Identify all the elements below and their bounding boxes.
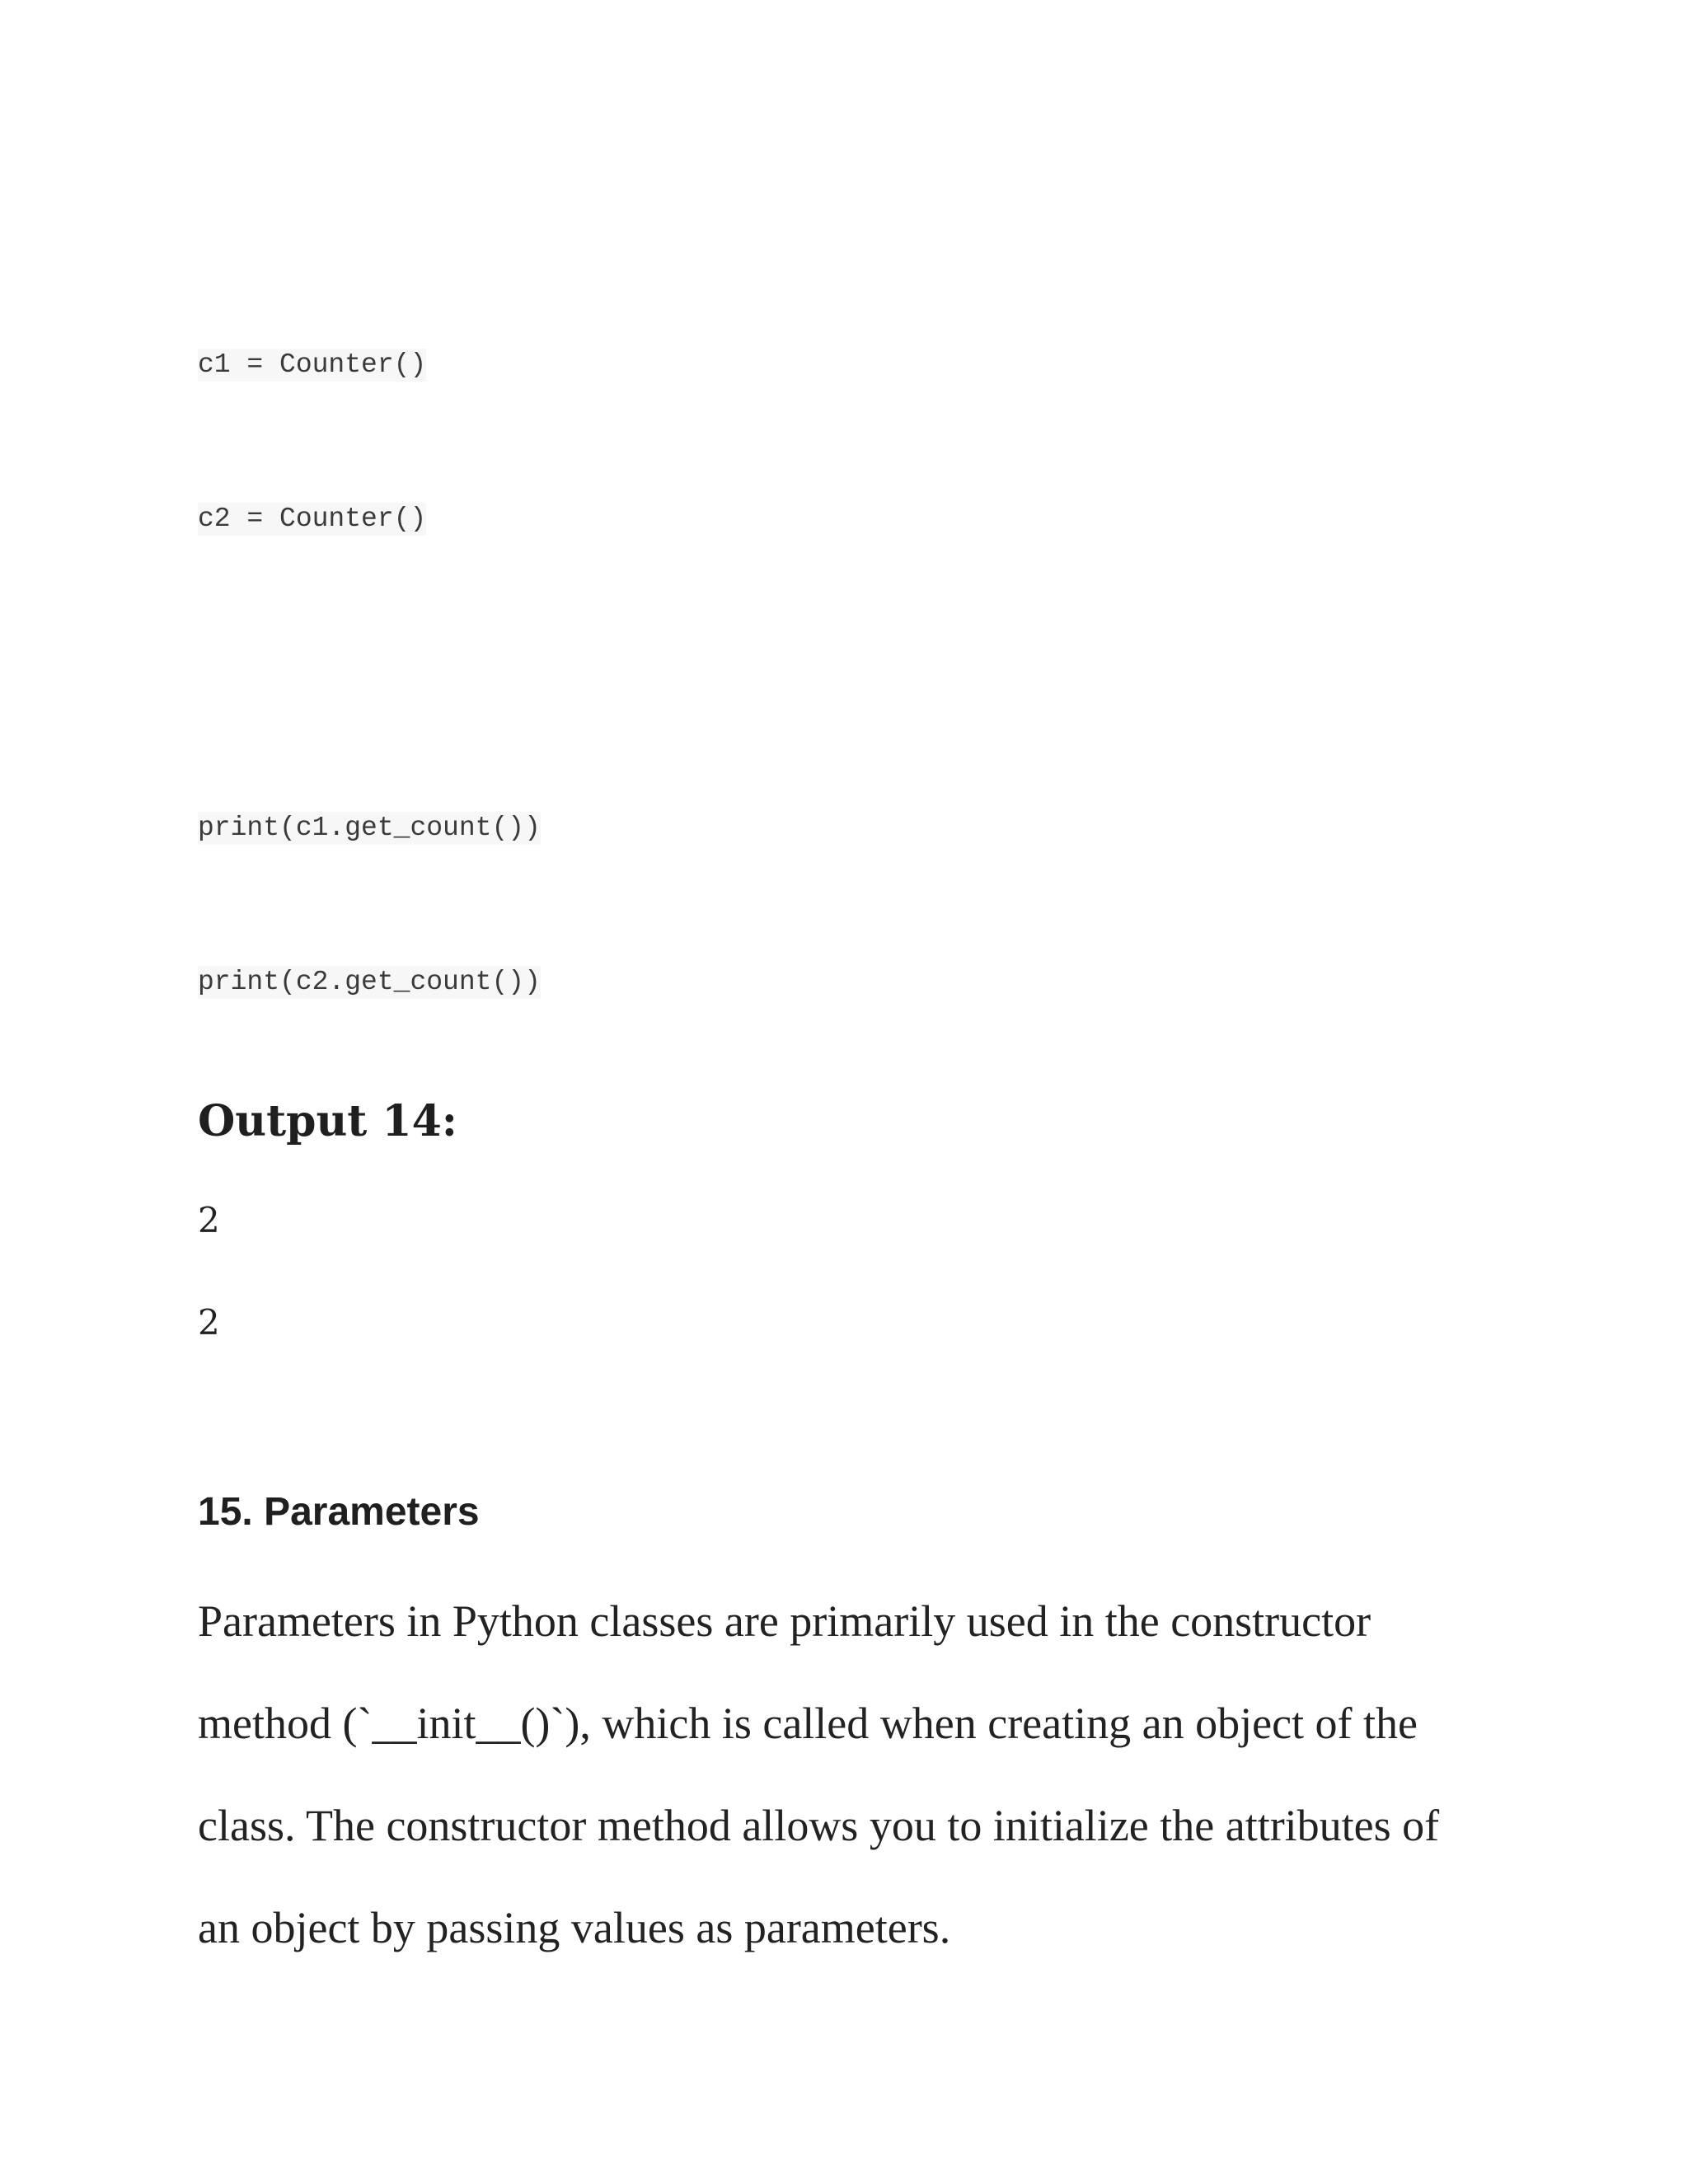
code-line: c1 = Counter() xyxy=(198,349,427,380)
paragraph-line: method (`__init__()`), which is called when creating an object of the xyxy=(198,1699,1418,1748)
output-value: 2 xyxy=(198,1302,220,1343)
paragraph-line: an object by passing values as parameters. xyxy=(198,1903,951,1952)
code-line: c2 = Counter() xyxy=(198,504,427,534)
code-line: print(c2.get_count()) xyxy=(198,967,541,997)
section-heading: 15. Parameters xyxy=(198,1490,480,1534)
output-heading: Output 14: xyxy=(198,1096,457,1146)
output-value: 2 xyxy=(198,1200,220,1240)
paragraph-line: class. The constructor method allows you to initialize the attributes of xyxy=(198,1801,1440,1850)
paragraph-line: Parameters in Python classes are primarily used in the constructor xyxy=(198,1596,1372,1646)
code-line: print(c1.get_count()) xyxy=(198,813,541,843)
section-paragraph xyxy=(198,1570,1500,1979)
